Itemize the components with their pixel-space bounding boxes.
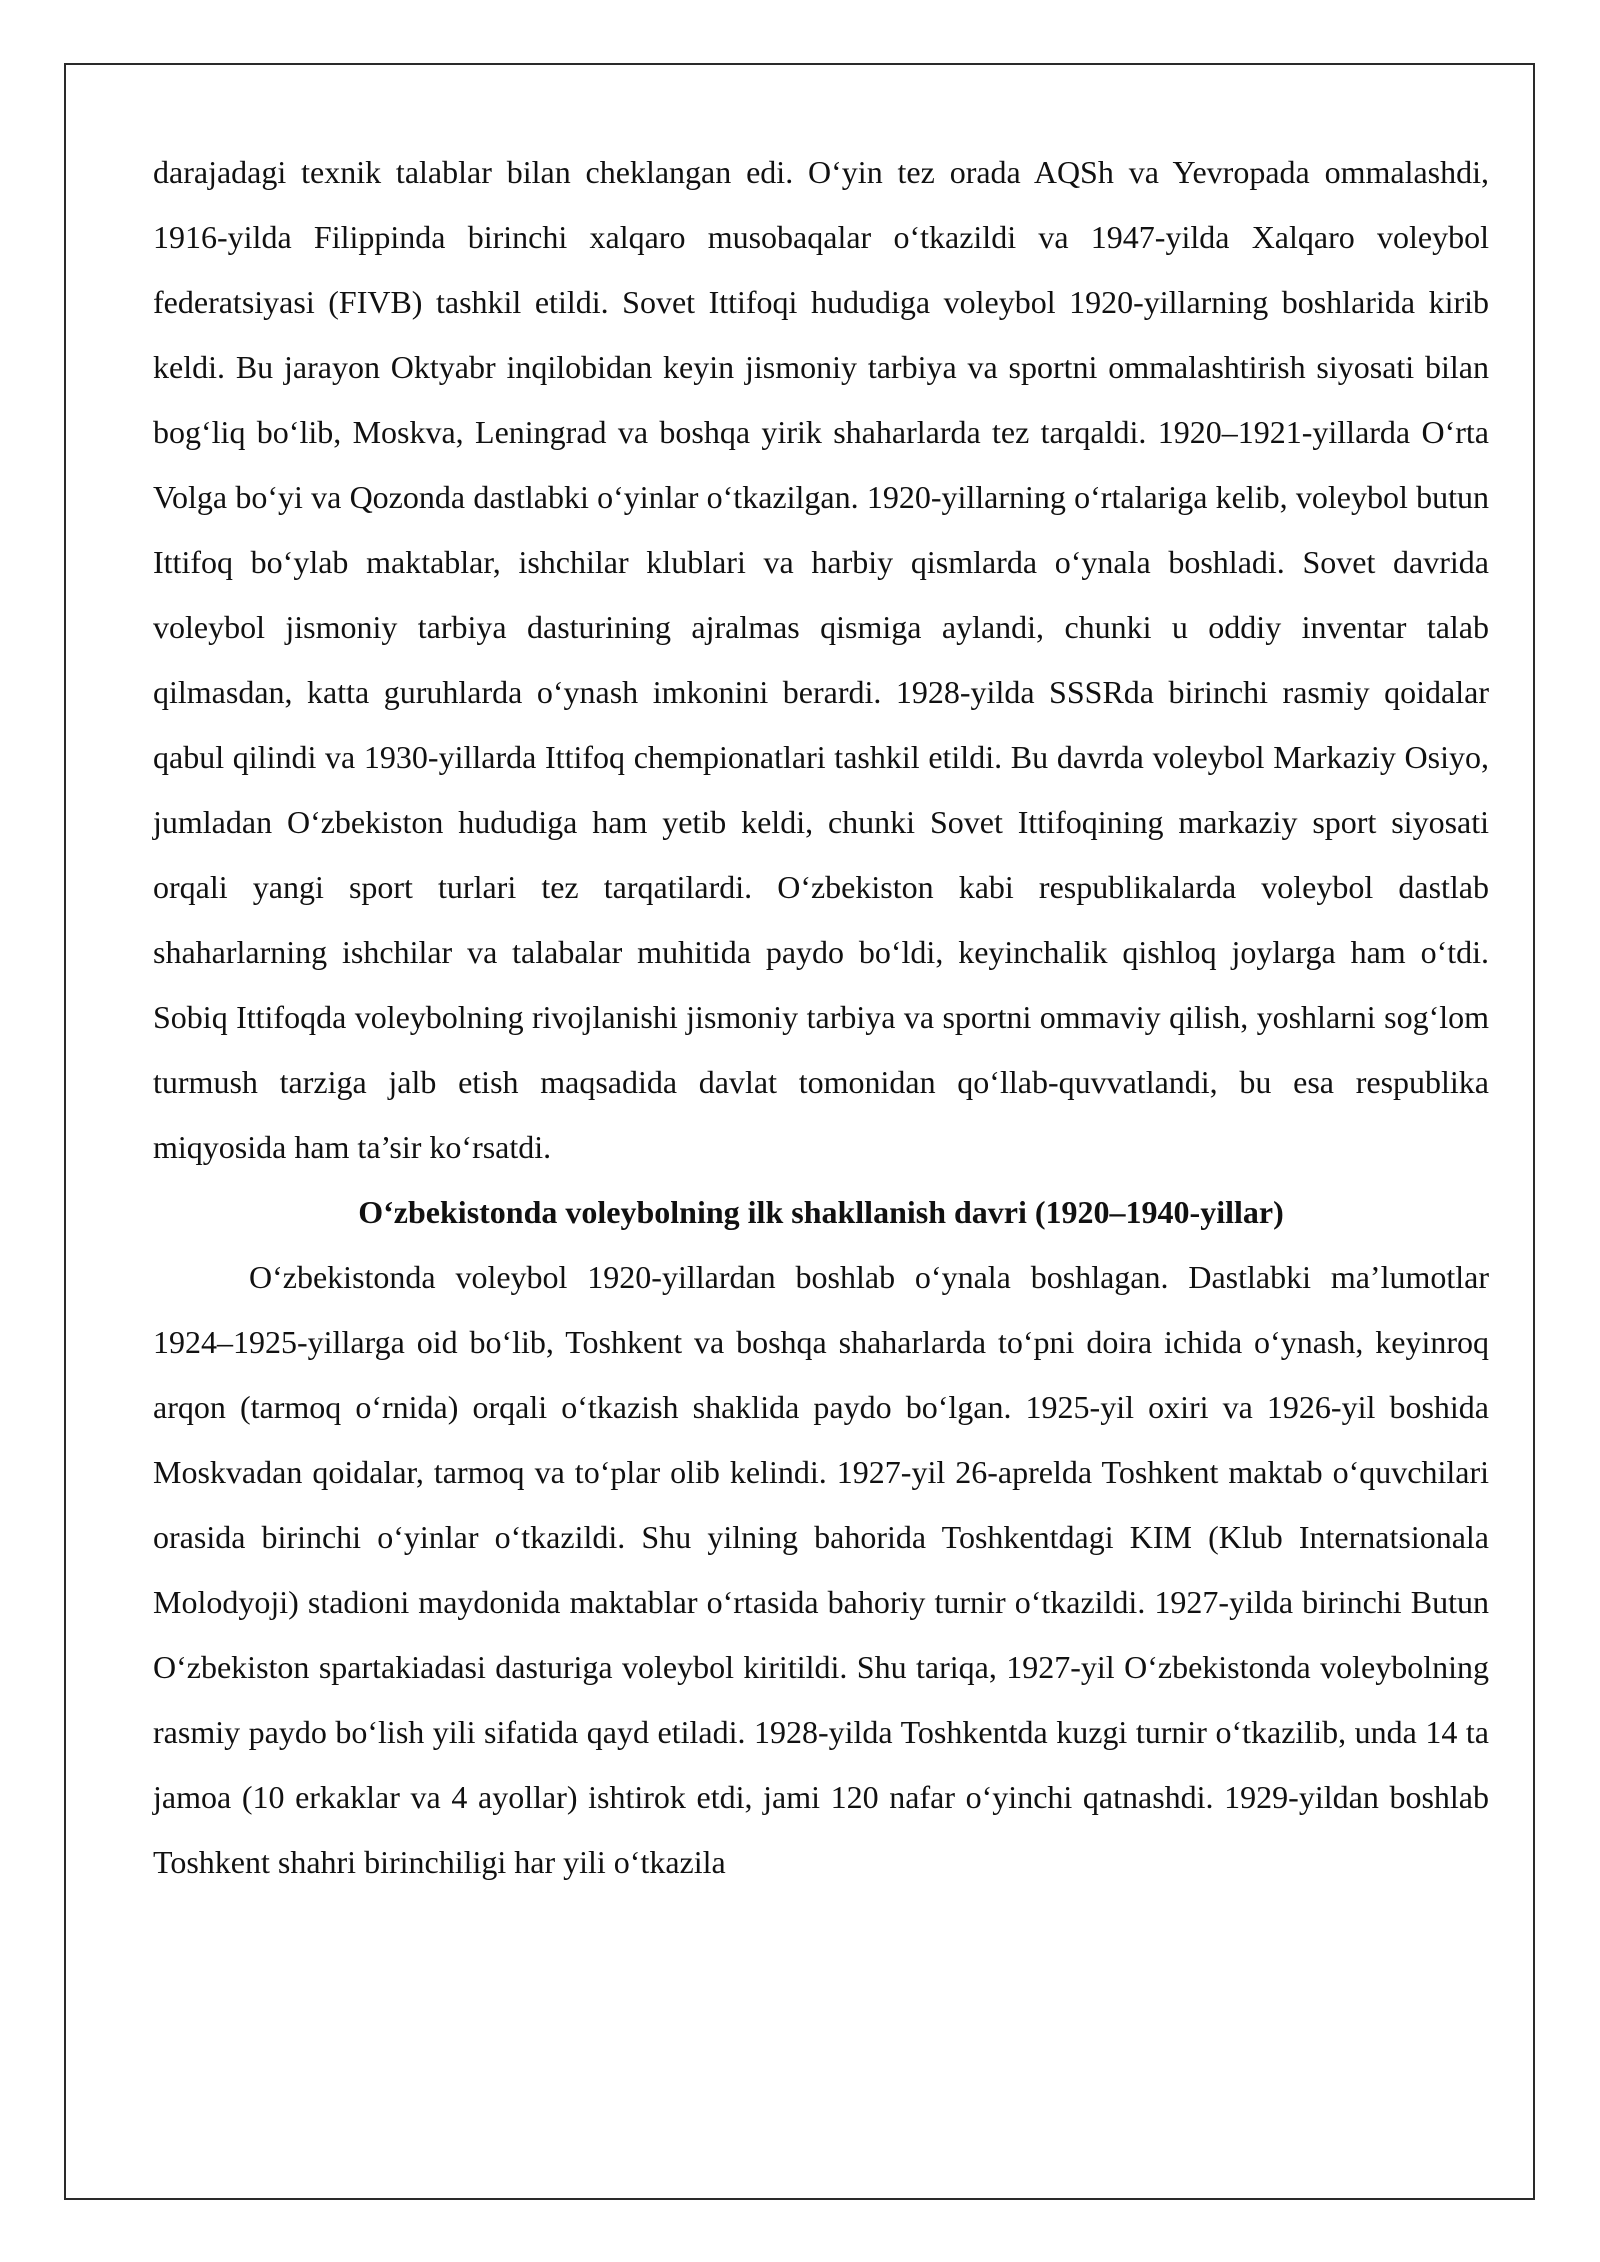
body-paragraph: O‘zbekistonda voleybol 1920-yillardan boshlab o‘ynala boshlagan. Dastlabki ma’lumotlar 1924–1925-yillarga oid bo‘lib, Toshkent va boshqa shaharlarda to‘pni doira ichida o‘ynash, keyinroq arqon (tarmoq o‘rnida) orqali o‘tkazish shaklida paydo bo‘lgan. 1925-yil oxiri va 1926-yil boshida Moskvadan qoidalar, tarmoq va to‘plar olib kelindi. 1927-yil 26-aprelda Toshkent maktab o‘quvchilari orasida birinchi o‘yinlar o‘tkazildi. Shu yilning bahorida Toshkentdagi KIM (Klub Internatsionala Molodyoji) stadioni maydonida maktablar o‘rtasida bahoriy turnir o‘tkazildi. 1927-yilda birinchi Butun O‘zbekiston spartakiadasi dasturiga voleybol kiritildi. Shu tariqa, 1927-yil O‘zbekistonda voleybolning rasmiy paydo bo‘lish yili sifatida qayd etiladi. 1928-yilda Toshkentda kuzgi turnir o‘tkazilib, unda 14 ta jamoa (10 erkaklar va 4 ayollar) ishtirok etdi, jami 120 nafar o‘yinchi qatnashdi. 1929-yildan boshlab Toshkent shahri birinchiligi har yili o‘tkazila bbox=[153, 1259, 1489, 1880]
body-paragraph: darajadagi texnik talablar bilan cheklangan edi. O‘yin tez orada AQSh va Yevropada ommalashdi, 1916-yilda Filippinda birinchi xalqaro musobaqalar o‘tkazildi va 1947-yilda Xalqaro voleybol federatsiyasi (FIVB) tashkil etildi. Sovet Ittifoqi hududiga voleybol 1920-yillarning boshlarida kirib keldi. Bu jarayon Oktyabr inqilobidan keyin jismoniy tarbiya va sportni ommalashtirish siyosati bilan bog‘liq bo‘lib, Moskva, Leningrad va boshqa yirik shaharlarda tez tarqaldi. 1920–1921-yillarda O‘rta Volga bo‘yi va Qozonda dastlabki o‘yinlar o‘tkazilgan. 1920-yillarning o‘rtalariga kelib, voleybol butun Ittifoq bo‘ylab maktablar, ishchilar klublari va harbiy qismlarda o‘ynala boshladi. Sovet davrida voleybol jismoniy tarbiya dasturining ajralmas qismiga aylandi, chunki u oddiy inventar talab qilmasdan, katta guruhlarda o‘ynash imkonini berardi. 1928-yilda SSSRda birinchi rasmiy qoidalar qabul qilindi va 1930-yillarda Ittifoq chempionatlari tashkil etildi. Bu davrda voleybol Markaziy Osiyo, jumladan O‘zbekiston hududiga ham yetib keldi, chunki Sovet Ittifoqining markaziy sport siyosati orqali yangi sport turlari tez tarqatilardi. O‘zbekiston kabi respublikalarda voleybol dastlab shaharlarning ishchilar va talabalar muhitida paydo bo‘ldi, keyinchalik qishloq joylarga ham o‘tdi. Sobiq Ittifoqda voleybolning rivojlanishi jismoniy tarbiya va sportni ommaviy qilish, yoshlarni sog‘lom turmush tarziga jalb etish maqsadida davlat tomonidan qo‘llab-quvvatlandi, bu esa respublika miqyosida ham ta’sir ko‘rsatdi. bbox=[153, 154, 1489, 1165]
section-heading: O‘zbekistonda voleybolning ilk shakllanish davri (1920–1940-yillar) bbox=[358, 1194, 1284, 1230]
document-body bbox=[153, 140, 1489, 1895]
